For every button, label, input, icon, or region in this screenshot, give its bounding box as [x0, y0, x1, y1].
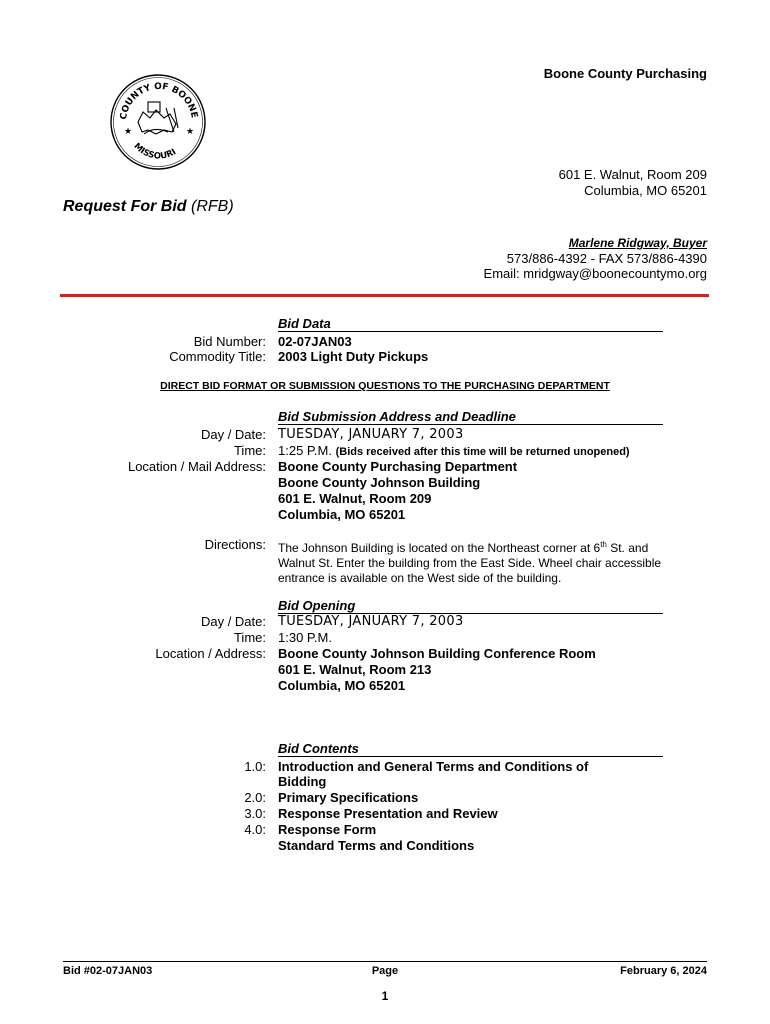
opening-day-label: Day / Date: — [200, 614, 266, 629]
directions-label: Directions: — [204, 537, 266, 552]
submission-location-line: Columbia, MO 65201 — [278, 507, 406, 522]
footer-date: February 6, 2024 — [620, 965, 707, 977]
opening-location-line: Boone County Johnson Building Conference Room — [278, 646, 596, 661]
bid-number-value: 02-07JAN03 — [278, 334, 352, 349]
submission-time-value: 1:25 P.M. — [278, 443, 332, 458]
svg-text:★: ★ — [124, 127, 133, 137]
contents-item-text: Introduction and General Terms and Conditions of — [278, 759, 589, 774]
opening-location-label: Location / Address: — [155, 646, 266, 661]
footer-page-number: 1 — [381, 989, 389, 1003]
buyer-email: Email: mridgway@boonecountymo.org — [483, 266, 707, 281]
submission-location-label: Location / Mail Address: — [127, 459, 266, 474]
footer-bid-number: Bid #02-07JAN03 — [63, 965, 153, 977]
contents-item-num: 4.0: — [244, 822, 266, 837]
svg-text:COUNTY OF BOONE: COUNTY OF BOONE — [118, 81, 199, 121]
contents-item-text: Standard Terms and Conditions — [278, 838, 475, 853]
submission-location-line: 601 E. Walnut, Room 209 — [278, 491, 432, 506]
opening-time-label: Time: — [233, 630, 266, 645]
buyer-phone: 573/886-4392 - FAX 573/886-4390 — [506, 251, 707, 266]
contents-item-num: 3.0: — [244, 806, 266, 821]
svg-text:MISSOURI: MISSOURI — [131, 141, 179, 162]
commodity-value: 2003 Light Duty Pickups — [278, 349, 429, 364]
footer-divider — [63, 961, 707, 962]
directions-post: St. and Walnut St. Enter the building from the East Side. Wheel chair accessible entrance is available on the West side of the building. — [278, 541, 662, 585]
document-title — [63, 198, 234, 216]
footer-page-label: Page — [371, 965, 399, 977]
header-divider — [60, 294, 709, 297]
rfb-title: Request For Bid — [63, 198, 187, 215]
bid-number-label: Bid Number: — [193, 334, 266, 349]
contents-item-text-cont: Bidding — [278, 774, 327, 789]
directions-sup: th — [600, 540, 607, 549]
submission-location-line: Boone County Purchasing Department — [278, 459, 518, 474]
submission-day-value: TUESDAY, JANUARY 7, 2003 — [278, 427, 464, 442]
submission-day-label: Day / Date: — [200, 427, 266, 442]
directions-text — [278, 537, 668, 586]
opening-location-line: Columbia, MO 65201 — [278, 678, 406, 693]
svg-text:★: ★ — [186, 127, 195, 137]
contents-item-num: 1.0: — [244, 759, 266, 774]
submission-time-label: Time: — [233, 443, 266, 458]
submission-location-line: Boone County Johnson Building — [278, 475, 481, 490]
contents-heading: Bid Contents — [278, 741, 663, 757]
submission-notice: DIRECT BID FORMAT OR SUBMISSION QUESTIONS TO THE PURCHASING DEPARTMENT — [160, 380, 610, 392]
submission-time-note: (Bids received after this time will be returned unopened) — [335, 446, 630, 458]
county-seal-logo — [108, 72, 208, 172]
buyer-name: Marlene Ridgway, Buyer — [568, 236, 707, 250]
rfb-abbr: (RFB) — [191, 198, 234, 215]
contents-item-text: Primary Specifications — [278, 790, 419, 805]
address-line-1: 601 E. Walnut, Room 209 — [558, 167, 707, 182]
directions-pre: The Johnson Building is located on the Northeast corner at 6 — [278, 541, 601, 555]
contents-item-num: 2.0: — [244, 790, 266, 805]
opening-day-value: TUESDAY, JANUARY 7, 2003 — [278, 614, 464, 629]
contents-item-text: Response Form — [278, 822, 377, 837]
contents-item-text: Response Presentation and Review — [278, 806, 498, 821]
submission-heading: Bid Submission Address and Deadline — [278, 409, 663, 425]
opening-location-line: 601 E. Walnut, Room 213 — [278, 662, 432, 677]
commodity-label: Commodity Title: — [169, 349, 266, 364]
address-line-2: Columbia, MO 65201 — [584, 183, 707, 198]
opening-time-value: 1:30 P.M. — [278, 630, 332, 645]
opening-heading: Bid Opening — [278, 598, 663, 614]
bid-data-heading: Bid Data — [278, 316, 663, 332]
organization-name: Boone County Purchasing — [543, 66, 707, 81]
submission-time-row — [278, 443, 630, 460]
